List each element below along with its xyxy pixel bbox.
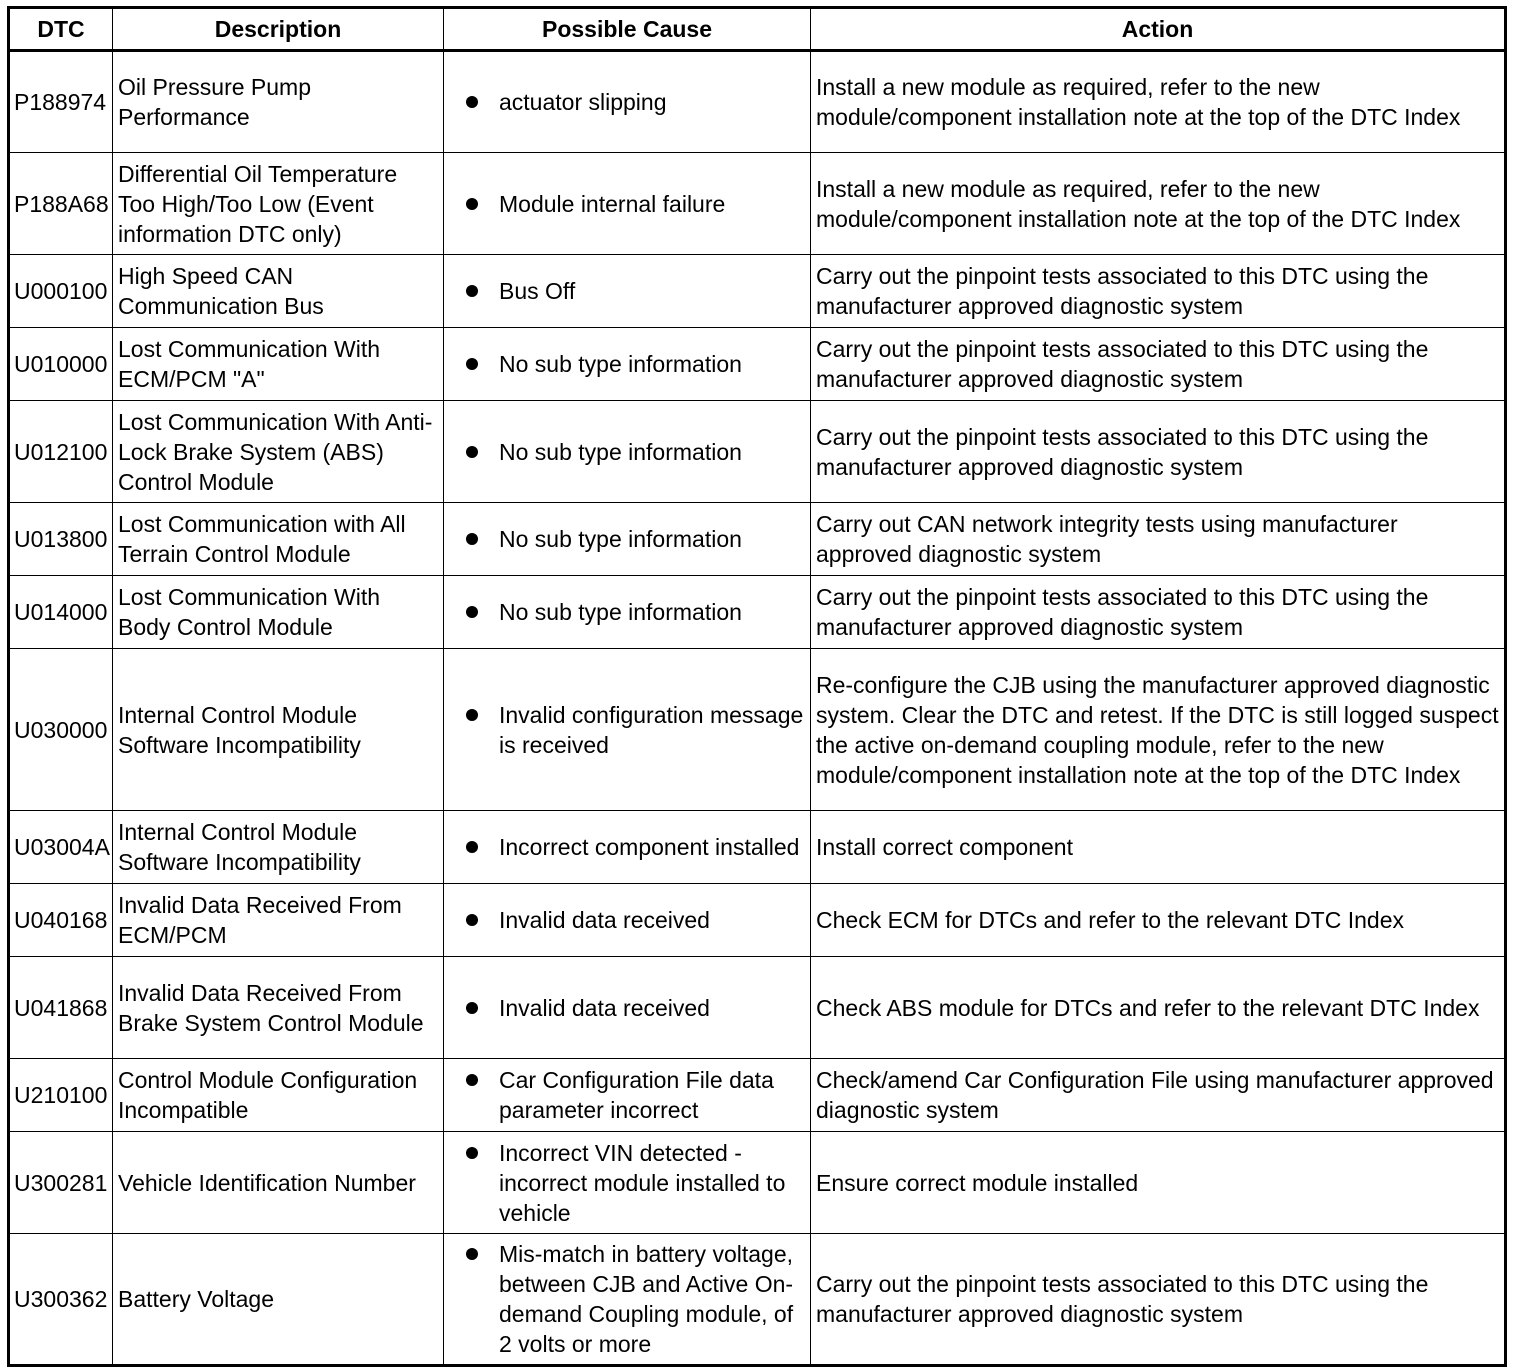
table-row — [9, 153, 1506, 255]
table-row — [9, 328, 1506, 401]
dtc-code: U040168 — [9, 884, 113, 957]
table-row — [9, 401, 1506, 503]
description-cell: Invalid Data Received From ECM/PCM — [113, 884, 444, 957]
cause-cell — [444, 576, 811, 649]
table-row — [9, 884, 1506, 957]
dtc-table — [7, 6, 1507, 1367]
action-cell: Carry out the pinpoint tests associated to this DTC using the manufacturer approved diagnostic system — [811, 328, 1506, 401]
cause-text: Incorrect VIN detected - incorrect module installed to vehicle — [499, 1139, 786, 1226]
dtc-code: U210100 — [9, 1059, 113, 1132]
cause-text: No sub type information — [499, 526, 742, 552]
table-row — [9, 957, 1506, 1059]
description-cell: Lost Communication With Anti-Lock Brake System (ABS) Control Module — [113, 401, 444, 503]
cause-text: No sub type information — [499, 438, 742, 465]
bullet-icon — [466, 198, 478, 210]
cause-cell — [444, 811, 811, 884]
bullet-icon — [466, 533, 478, 545]
action-cell: Install correct component — [811, 811, 1506, 884]
cause-cell — [444, 649, 811, 811]
dtc-code: U012100 — [9, 401, 113, 503]
cause-cell — [444, 1234, 811, 1366]
action-cell: Carry out the pinpoint tests associated to this DTC using the manufacturer approved diagnostic system — [811, 255, 1506, 328]
dtc-code: U014000 — [9, 576, 113, 649]
cause-cell — [444, 255, 811, 328]
action-cell: Check ABS module for DTCs and refer to the relevant DTC Index — [811, 957, 1506, 1059]
action-cell: Check ECM for DTCs and refer to the relevant DTC Index — [811, 884, 1506, 957]
cause-text: Mis-match in battery voltage, between CJB and Active On-demand Coupling module, of 2 volts or more — [499, 1241, 794, 1357]
bullet-icon — [466, 358, 478, 370]
header-description: Description — [113, 8, 444, 51]
action-cell: Install a new module as required, refer to the new module/component installation note at the top of the DTC Index — [811, 153, 1506, 255]
bullet-icon — [466, 1248, 478, 1260]
action-cell: Install a new module as required, refer to the new module/component installation note at the top of the DTC Index — [811, 51, 1506, 153]
header-dtc: DTC — [9, 8, 113, 51]
cause-cell — [444, 884, 811, 957]
description-cell: Battery Voltage — [113, 1234, 444, 1366]
description-cell: Differential Oil Temperature Too High/Too Low (Event information DTC only) — [113, 153, 444, 255]
action-cell: Re-configure the CJB using the manufacturer approved diagnostic system. Clear the DTC and retest. If the DTC is still logged suspect the active on-demand coupling module, refer to the new module/component installation note at the top of the DTC Index — [811, 649, 1506, 811]
description-cell: High Speed CAN Communication Bus — [113, 255, 444, 328]
dtc-code: U300362 — [9, 1234, 113, 1366]
cause-text: Car Configuration File data parameter incorrect — [499, 1067, 774, 1123]
table-row — [9, 576, 1506, 649]
dtc-code: P188974 — [9, 51, 113, 153]
table-row — [9, 51, 1506, 153]
table-row — [9, 255, 1506, 328]
bullet-icon — [466, 285, 478, 297]
cause-text: No sub type information — [499, 599, 742, 625]
bullet-icon — [466, 709, 478, 721]
cause-cell — [444, 328, 811, 401]
header-row — [9, 8, 1506, 51]
dtc-code: U010000 — [9, 328, 113, 401]
description-cell: Lost Communication With ECM/PCM "A" — [113, 328, 444, 401]
cause-text: Invalid configuration message is received — [499, 701, 804, 758]
description-cell: Vehicle Identification Number — [113, 1132, 444, 1234]
action-cell: Carry out the pinpoint tests associated to this DTC using the manufacturer approved diagnostic system — [811, 1234, 1506, 1366]
cause-cell — [444, 51, 811, 153]
cause-text: Bus Off — [499, 278, 576, 304]
table-row — [9, 1234, 1506, 1366]
description-cell: Internal Control Module Software Incompatibility — [113, 811, 444, 884]
action-cell: Ensure correct module installed — [811, 1132, 1506, 1234]
table-row — [9, 503, 1506, 576]
table-row — [9, 649, 1506, 811]
dtc-code: U000100 — [9, 255, 113, 328]
cause-cell — [444, 1059, 811, 1132]
description-cell: Lost Communication With Body Control Module — [113, 576, 444, 649]
cause-text: Module internal failure — [499, 190, 726, 217]
table-row — [9, 1132, 1506, 1234]
cause-cell — [444, 957, 811, 1059]
action-cell: Carry out the pinpoint tests associated to this DTC using the manufacturer approved diagnostic system — [811, 576, 1506, 649]
dtc-code: U300281 — [9, 1132, 113, 1234]
action-cell: Check/amend Car Configuration File using manufacturer approved diagnostic system — [811, 1059, 1506, 1132]
bullet-icon — [466, 841, 478, 853]
header-action: Action — [811, 8, 1506, 51]
description-cell: Oil Pressure Pump Performance — [113, 51, 444, 153]
dtc-code: P188A68 — [9, 153, 113, 255]
cause-cell — [444, 503, 811, 576]
bullet-icon — [466, 1002, 478, 1014]
cause-text: actuator slipping — [499, 89, 667, 115]
bullet-icon — [466, 1147, 478, 1159]
dtc-code: U030000 — [9, 649, 113, 811]
bullet-icon — [466, 96, 478, 108]
cause-cell — [444, 153, 811, 255]
bullet-icon — [466, 914, 478, 926]
bullet-icon — [466, 1074, 478, 1086]
description-cell: Invalid Data Received From Brake System Control Module — [113, 957, 444, 1059]
dtc-code: U013800 — [9, 503, 113, 576]
description-cell: Lost Communication with All Terrain Control Module — [113, 503, 444, 576]
bullet-icon — [466, 606, 478, 618]
action-cell: Carry out the pinpoint tests associated to this DTC using the manufacturer approved diagnostic system — [811, 401, 1506, 503]
cause-text: Incorrect component installed — [499, 834, 800, 860]
cause-text: No sub type information — [499, 351, 742, 377]
cause-cell — [444, 1132, 811, 1234]
description-cell: Internal Control Module Software Incompatibility — [113, 649, 444, 811]
action-cell: Carry out CAN network integrity tests using manufacturer approved diagnostic system — [811, 503, 1506, 576]
cause-text: Invalid data received — [499, 994, 710, 1021]
cause-text: Invalid data received — [499, 907, 710, 933]
table-row — [9, 1059, 1506, 1132]
dtc-code: U041868 — [9, 957, 113, 1059]
cause-cell — [444, 401, 811, 503]
dtc-code: U03004A — [9, 811, 113, 884]
bullet-icon — [466, 446, 478, 458]
table-row — [9, 811, 1506, 884]
description-cell: Control Module Configuration Incompatible — [113, 1059, 444, 1132]
header-possible-cause: Possible Cause — [444, 8, 811, 51]
